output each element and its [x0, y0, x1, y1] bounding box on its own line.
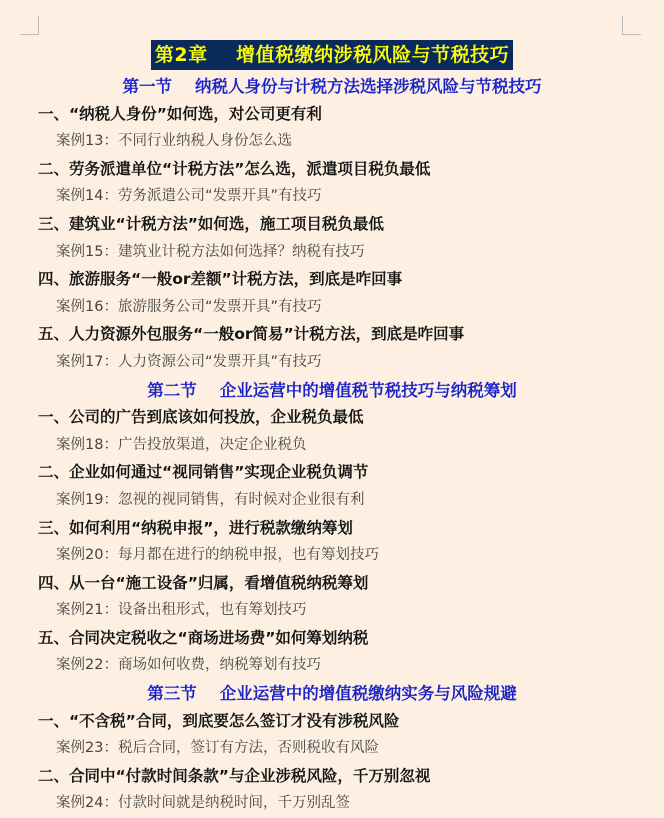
- toc-item: 三、如何利用“纳税申报”，进行税款缴纳筹划: [38, 518, 353, 537]
- case-entry: 案例16：旅游服务公司“发票开具”有技巧: [56, 298, 322, 315]
- case-entry: 案例24：付款时间就是纳税时间，千万别乱签: [56, 795, 350, 812]
- case-entry: 案例19：忽视的视同销售，有时候对企业很有利: [56, 491, 365, 508]
- toc-item: 二、企业如何通过“视同销售”实现企业税负调节: [38, 463, 369, 482]
- section-heading: 第二节 企业运营中的增值税节税技巧与纳税筹划: [147, 380, 517, 400]
- case-entry: 案例21：设备出租形式，也有筹划技巧: [56, 602, 307, 619]
- case-entry: 案例17：人力资源公司“发票开具”有技巧: [56, 353, 322, 370]
- case-entry: 案例15：建筑业计税方法如何选择？纳税有技巧: [56, 243, 365, 260]
- chapter-header: [0, 40, 664, 70]
- case-entry: 案例13：不同行业纳税人身份怎么选: [56, 133, 292, 150]
- toc-item: 四、从一台“施工设备”归属，看增值税纳税筹划: [38, 573, 369, 592]
- case-entry: 案例23：税后合同，签订有方法，否则税收有风险: [56, 740, 379, 757]
- chapter-title: 第2章 增值税缴纳涉税风险与节税技巧: [151, 40, 513, 70]
- toc-item: 三、建筑业“计税方法”如何选，施工项目税负最低: [38, 214, 384, 233]
- case-entry: 案例14：劳务派遣公司“发票开具”有技巧: [56, 188, 322, 205]
- crop-mark-top-left: [20, 16, 39, 35]
- toc-item: 一、公司的广告到底该如何投放，企业税负最低: [38, 408, 364, 427]
- table-of-contents: [0, 73, 664, 818]
- section-heading: 第三节 企业运营中的增值税缴纳实务与风险规避: [147, 684, 517, 704]
- toc-item: 五、人力资源外包服务“一般or简易”计税方法，到底是咋回事: [38, 325, 465, 344]
- toc-item: 一、“纳税人身份”如何选，对公司更有利: [38, 104, 322, 123]
- case-entry: 案例18：广告投放渠道，决定企业税负: [56, 436, 307, 453]
- crop-mark-top-right: [622, 16, 641, 35]
- toc-item: 五、合同决定税收之“商场进场费”如何筹划纳税: [38, 628, 369, 647]
- case-entry: 案例22：商场如何收费，纳税筹划有技巧: [56, 657, 321, 674]
- case-entry: 案例20：每月都在进行的纳税申报，也有筹划技巧: [56, 547, 379, 564]
- section-heading: 第一节 纳税人身份与计税方法选择涉税风险与节税技巧: [122, 77, 542, 96]
- toc-item: 二、合同中“付款时间条款”与企业涉税风险，千万别忽视: [38, 766, 431, 785]
- toc-item: 一、“不含税”合同，到底要怎么签订才没有涉税风险: [38, 711, 400, 730]
- toc-item: 四、旅游服务“一般or差额”计税方法，到底是咋回事: [38, 270, 403, 289]
- toc-item: 二、劳务派遣单位“计税方法”怎么选，派遣项目税负最低: [38, 159, 431, 178]
